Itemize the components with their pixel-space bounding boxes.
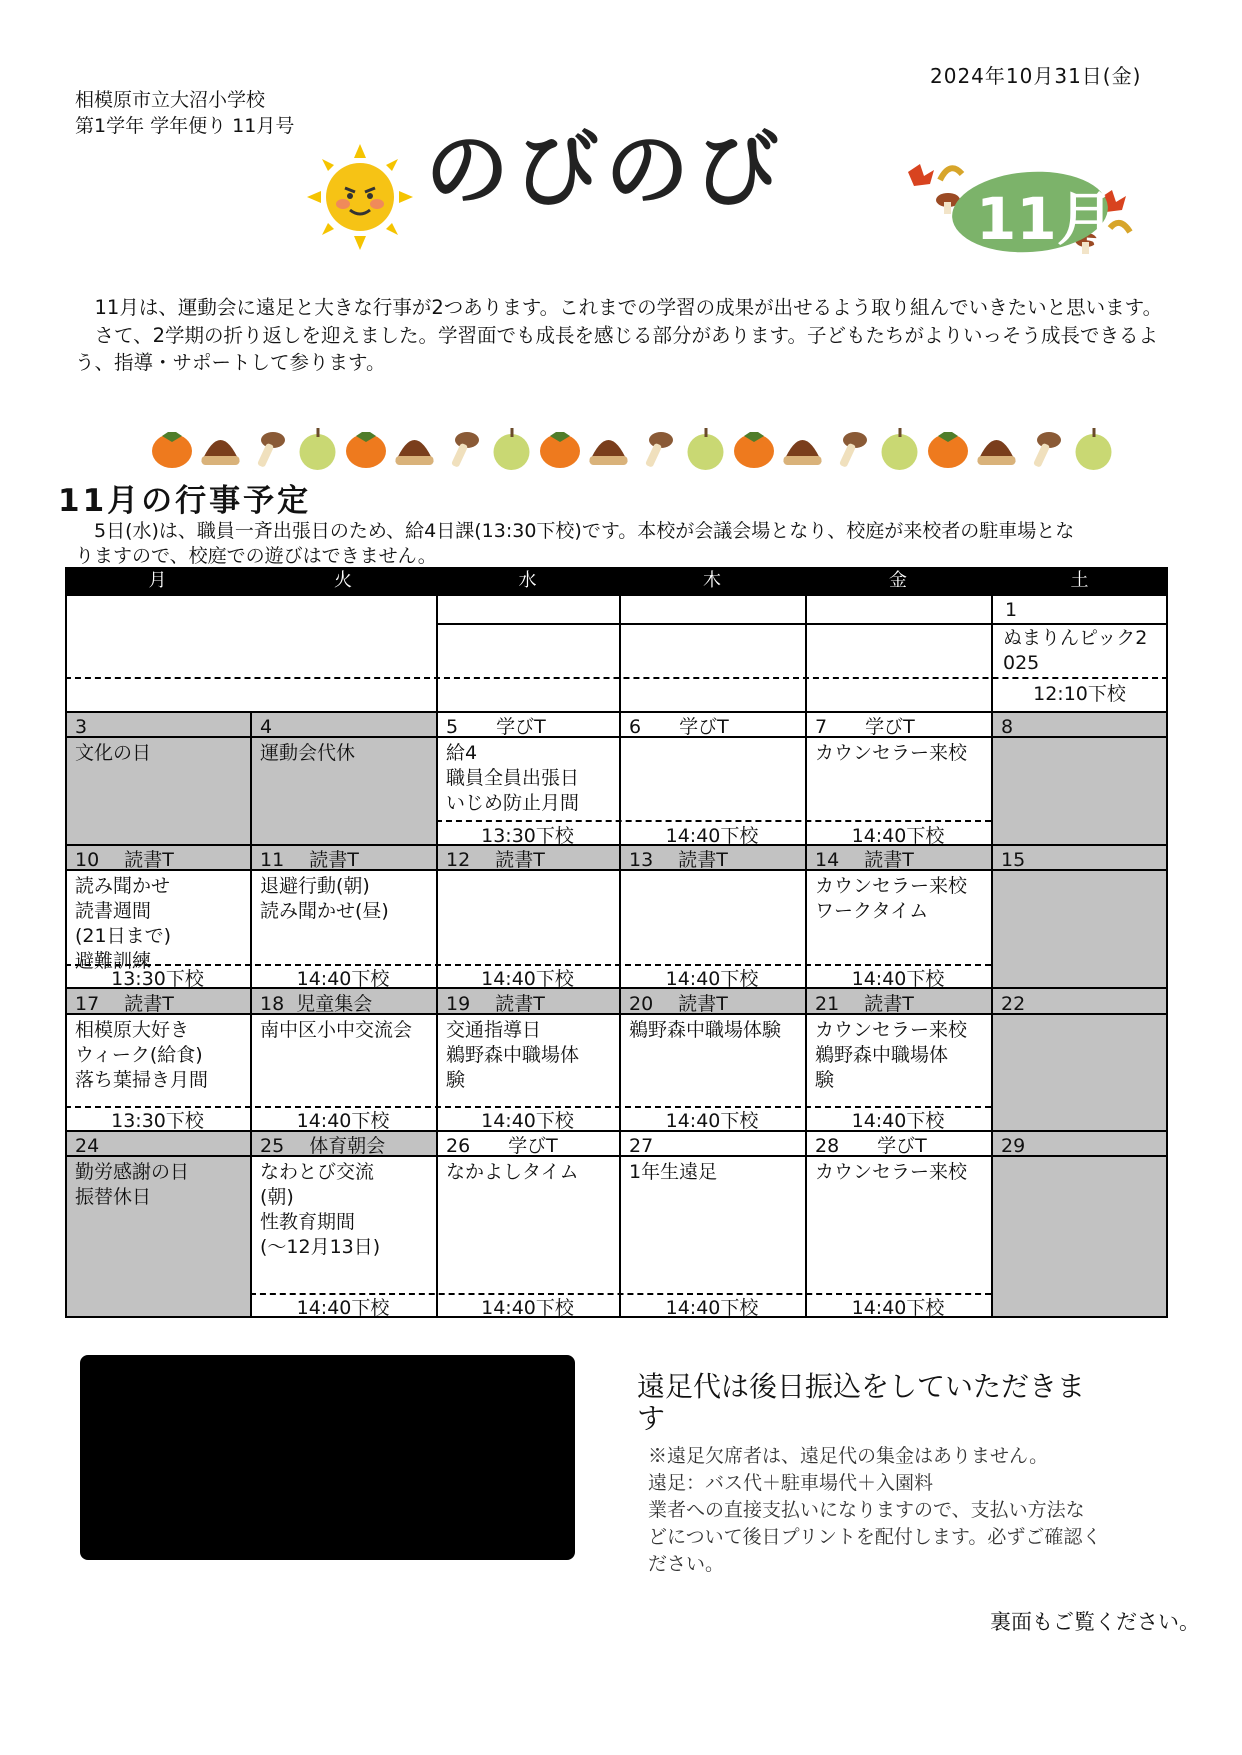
day-events (75, 1018, 208, 1093)
autumn-fruit-border (150, 420, 1120, 472)
schedule-note-line: 5日(水)は、職員一斉出張日のため、給4日課(13:30下校)です。本校が会議会場となり、校庭が来校者の駐車場とな (75, 520, 1075, 542)
day-number: 25 体育朝会 (260, 1135, 386, 1157)
dismissal-time: 13:30下校 (111, 1110, 204, 1132)
event-item: ワークタイム (815, 900, 929, 922)
school-name: 相模原市立大沼小学校 (75, 89, 266, 111)
event-item: (～12月13日) (260, 1236, 381, 1258)
day-number: 22 (1001, 993, 1026, 1015)
grid-line (65, 964, 991, 966)
mushroom-icon (645, 432, 673, 468)
mushroom-icon (451, 432, 479, 468)
dismissal-time: 14:40下校 (665, 825, 759, 847)
event-item: 振替休日 (75, 1186, 152, 1208)
persimmon-icon (346, 432, 386, 468)
dismissal-time: 14:40下校 (481, 968, 574, 990)
event-item: 鵜野森中職場体 (815, 1044, 949, 1066)
grid-line (436, 711, 438, 1318)
day-events (260, 1160, 380, 1260)
chestnut-icon (590, 440, 628, 465)
day-number: 18 児童集会 (260, 993, 373, 1015)
dismissal-time: 14:40下校 (665, 1110, 759, 1132)
event-item: 鵜野森中職場体験 (629, 1019, 782, 1041)
day-events (260, 874, 389, 924)
pear-icon (1076, 428, 1112, 470)
event-item: 験 (815, 1069, 835, 1091)
intro-text (75, 294, 1165, 377)
event-item: 運動会代休 (260, 742, 356, 764)
newsletter-issue: 第1学年 学年便り 11月号 (75, 115, 295, 137)
day-events (815, 874, 967, 924)
grid-line (619, 594, 621, 711)
persimmon-icon (540, 432, 580, 468)
grid-line (991, 711, 993, 1318)
chestnut-icon (978, 440, 1016, 465)
month-badge-label: 11月 (976, 185, 1115, 253)
pear-icon (494, 428, 530, 470)
dismissal-time: 14:40下校 (481, 1110, 574, 1132)
event-item: 南中区小中交流会 (260, 1019, 413, 1041)
dismissal-time: 14:40下校 (665, 968, 759, 990)
weekend-cell (991, 871, 1168, 989)
day-number: 29 (1001, 1135, 1026, 1157)
chestnut-icon (784, 440, 822, 465)
event-item: 読み聞かせ (75, 875, 171, 897)
day-number: 14 読書T (815, 849, 914, 871)
event-item: 性教育期間 (260, 1211, 356, 1233)
grid-line (65, 677, 1168, 679)
event-item: いじめ防止月間 (446, 792, 580, 814)
day-events (629, 1160, 717, 1185)
day-events (446, 1018, 579, 1093)
grid-line (436, 594, 438, 711)
day-events (629, 1018, 781, 1043)
persimmon-icon (928, 432, 968, 468)
weekday-label: 金 (889, 570, 907, 591)
weekday-label: 木 (703, 570, 721, 591)
day-events (815, 1160, 967, 1185)
weekend-cell (991, 1132, 1168, 1318)
event-item: 鵜野森中職場体 (446, 1044, 580, 1066)
event-item: なわとび交流 (260, 1161, 375, 1183)
issue-date: 2024年10月31日(金) (930, 64, 1142, 88)
weekday-label: 月 (148, 570, 167, 591)
event-item: 読み聞かせ(昼) (260, 900, 389, 922)
event-calendar (65, 567, 1168, 1318)
day-number: 27 (629, 1135, 654, 1157)
dismissal-time: 14:40下校 (851, 825, 945, 847)
event-item: 交通指導日 (446, 1019, 542, 1041)
redacted-image (80, 1355, 575, 1560)
day-events (1003, 626, 1147, 676)
event-item: 読書週間 (75, 900, 152, 922)
weekday-label: 水 (518, 570, 537, 591)
weekend-cell (991, 1015, 1168, 1132)
dismissal-time: 14:40下校 (851, 968, 945, 990)
mushroom-icon (1033, 432, 1061, 468)
day-number: 7 学びT (815, 716, 915, 738)
pear-icon (882, 428, 918, 470)
day-number: 10 読書T (75, 849, 174, 871)
day-number: 5 学びT (446, 716, 546, 738)
event-item: 給4 (446, 742, 478, 764)
event-item: 落ち葉掃き月間 (75, 1069, 209, 1091)
day-number: 26 学びT (446, 1135, 558, 1157)
dismissal-time: 14:40下校 (296, 1110, 390, 1132)
weekend-cell (991, 713, 1168, 846)
grid-line (65, 711, 1168, 713)
school-info (75, 87, 294, 139)
weekday-label: 土 (1070, 570, 1089, 591)
day-number: 19 読書T (446, 993, 545, 1015)
event-item: 職員全員出張日 (446, 767, 580, 789)
grid-line (250, 711, 252, 1318)
day-number: 8 (1001, 716, 1014, 738)
day-events (75, 1160, 189, 1210)
day-number: 24 (75, 1135, 100, 1157)
dismissal-time: 14:40下校 (851, 1110, 945, 1132)
day-events (446, 1160, 579, 1185)
section-title: 11月の行事予定 (58, 483, 312, 519)
fee-details (648, 1443, 1148, 1578)
day-events (815, 1018, 967, 1093)
grid-line (805, 594, 807, 711)
grid-line (65, 1106, 991, 1108)
day-events (446, 741, 579, 816)
event-item: 文化の日 (75, 742, 152, 764)
event-item: (朝) (260, 1186, 294, 1208)
event-item: 1年生遠足 (629, 1161, 718, 1183)
event-item: ウィーク(給食) (75, 1044, 203, 1066)
persimmon-icon (152, 432, 192, 468)
dismissal-time: 14:40下校 (665, 1297, 759, 1319)
event-item: (21日まで) (75, 925, 172, 947)
intro-paragraph: 11月は、運動会に遠足と大きな行事が2つあります。これまでの学習の成果が出せるよう取り組んでいきたいと思います。 (75, 296, 1163, 319)
weekday-header (65, 567, 1168, 594)
day-number: 15 (1001, 849, 1026, 871)
schedule-note-line: りますので、校庭での遊びはできません。 (75, 544, 437, 567)
month-badge (900, 150, 1150, 260)
day-events (75, 741, 151, 766)
fee-title (637, 1371, 1157, 1435)
day-number: 6 学びT (629, 716, 729, 738)
intro-paragraph: さて、2学期の折り返しを迎えました。学習面でも成長を感じる部分があります。子どもたちがよりいっそう成長できるよう、指導・サポートして参ります。 (75, 323, 1158, 374)
event-item: 避難訓練 (75, 950, 152, 972)
day-number: 17 読書T (75, 993, 174, 1015)
day-number: 4 (260, 716, 273, 738)
day-events (815, 741, 967, 766)
day-events (260, 1018, 412, 1043)
fee-line: 遠足：バス代＋駐車場代＋入園料 (648, 1472, 934, 1494)
fee-title-line: 遠足代は後日振込をしていただきま (637, 1370, 1086, 1403)
fee-line: ださい。 (648, 1553, 725, 1575)
dismissal-time: 14:40下校 (296, 1297, 390, 1319)
day-number: 20 読書T (629, 993, 728, 1015)
grid-line (619, 711, 621, 1318)
weekday-label: 火 (334, 570, 352, 591)
fee-line: ※遠足欠席者は、遠足代の集金はありません。 (648, 1445, 1049, 1467)
day-events (75, 874, 171, 974)
event-item: カウンセラー来校 (815, 875, 968, 897)
fee-line: 業者への直接支払いになりますので、支払い方法な (648, 1499, 1085, 1521)
day-events (260, 741, 355, 766)
day-number: 11 読書T (260, 849, 359, 871)
event-item: 勤労感謝の日 (75, 1161, 190, 1183)
day-number: 13 読書T (629, 849, 728, 871)
day-number: 28 学びT (815, 1135, 927, 1157)
grid-line (805, 711, 807, 1318)
event-item: カウンセラー来校 (815, 1019, 968, 1041)
event-item: ぬまりんピック2 (1003, 627, 1148, 649)
day-number: 1 (1005, 599, 1018, 621)
newsletter-title: のびのび (425, 120, 786, 219)
event-item: カウンセラー来校 (815, 1161, 968, 1183)
pear-icon (300, 428, 336, 470)
grid-line (436, 623, 1168, 625)
pear-icon (688, 428, 724, 470)
dismissal-time: 14:40下校 (296, 968, 390, 990)
sun-icon (305, 142, 415, 252)
back-page-note: 裏面もご覧ください。 (990, 1610, 1200, 1634)
dismissal-time: 13:30下校 (481, 825, 574, 847)
fee-line: どについて後日プリントを配付します。必ずご確認く (648, 1526, 1102, 1548)
chestnut-icon (396, 440, 434, 465)
mushroom-icon (839, 432, 867, 468)
day-number: 12 読書T (446, 849, 545, 871)
fee-title-line: す (637, 1402, 666, 1435)
dismissal-time: 13:30下校 (111, 968, 204, 990)
day-number: 21 読書T (815, 993, 914, 1015)
mushroom-icon (257, 432, 285, 468)
dismissal-time: 14:40下校 (851, 1297, 945, 1319)
grid-line (436, 820, 991, 822)
chestnut-icon (202, 440, 240, 465)
event-item: なかよしタイム (446, 1161, 579, 1183)
event-item: 相模原大好き (75, 1019, 190, 1041)
event-item: 退避行動(朝) (260, 875, 370, 897)
dismissal-time: 12:10下校 (1033, 683, 1126, 705)
dismissal-time: 14:40下校 (481, 1297, 574, 1319)
event-item: 025 (1003, 652, 1040, 674)
event-item: 験 (446, 1069, 466, 1091)
event-item: カウンセラー来校 (815, 742, 968, 764)
day-number: 3 (75, 716, 88, 738)
schedule-note (75, 519, 1175, 568)
persimmon-icon (734, 432, 774, 468)
